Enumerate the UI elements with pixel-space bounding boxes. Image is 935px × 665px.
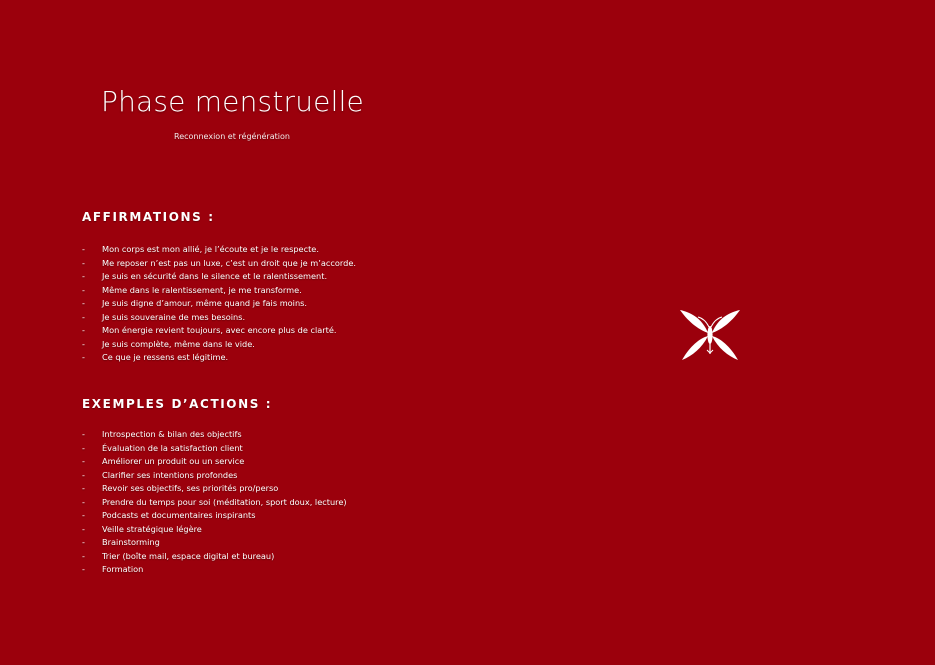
bullet-dash: - — [82, 325, 85, 335]
actions-item-text: Améliorer un produit ou un service — [102, 456, 245, 466]
page-subtitle: Reconnexion et régénération — [174, 132, 290, 141]
actions-item-text: Introspection & bilan des objectifs — [102, 429, 242, 439]
bullet-dash: - — [82, 352, 85, 362]
bullet-dash: - — [82, 510, 85, 520]
affirmations-item-text: Je suis digne d’amour, même quand je fais moins. — [102, 298, 308, 308]
affirmations-heading: AFFIRMATIONS : — [82, 210, 215, 224]
actions-item — [82, 563, 347, 577]
bullet-dash: - — [82, 550, 85, 561]
bullet-dash: - — [82, 271, 85, 281]
bullet-dash: - — [82, 284, 85, 295]
actions-item-text: Trier (boîte mail, espace digital et bureau) — [102, 550, 275, 561]
actions-item-text: Formation — [102, 564, 144, 574]
logo-wing-lower-right — [712, 336, 738, 360]
actions-item — [82, 428, 347, 442]
actions-item-text: Veille stratégique légère — [102, 523, 202, 534]
affirmations-item-text: Ce que je ressens est légitime. — [102, 352, 229, 362]
affirmations-item-text: Je suis complète, même dans le vide. — [102, 338, 255, 349]
actions-item — [82, 496, 347, 510]
affirmations-item — [82, 338, 356, 352]
actions-item-text: Prendre du temps pour soi (méditation, sport doux, lecture) — [102, 496, 347, 507]
actions-item — [82, 523, 347, 537]
bullet-dash: - — [82, 564, 85, 574]
affirmations-item — [82, 284, 356, 298]
actions-item-text: Podcasts et documentaires inspirants — [102, 510, 256, 520]
logo-body — [707, 326, 712, 344]
actions-item-text: Brainstorming — [102, 537, 160, 547]
affirmations-item — [82, 297, 356, 311]
affirmations-item-text: Me reposer n’est pas un luxe, c’est un droit que je m’accorde. — [102, 257, 356, 268]
bullet-dash: - — [82, 244, 85, 254]
affirmations-item — [82, 351, 356, 365]
bullet-dash: - — [82, 496, 85, 507]
logo-wing-lower-left — [682, 336, 708, 360]
actions-item — [82, 509, 347, 523]
bullet-dash: - — [82, 298, 85, 308]
actions-list — [82, 428, 347, 577]
affirmations-item — [82, 257, 356, 271]
affirmations-item — [82, 324, 356, 338]
bullet-dash: - — [82, 483, 85, 493]
bullet-dash: - — [82, 442, 85, 453]
affirmations-item-text: Même dans le ralentissement, je me transforme. — [102, 284, 302, 295]
bullet-dash: - — [82, 537, 85, 547]
affirmations-item — [82, 243, 356, 257]
page-title: Phase menstruelle — [101, 85, 364, 118]
logo-wing-upper-left — [680, 310, 708, 333]
bullet-dash: - — [82, 456, 85, 466]
actions-heading: EXEMPLES D’ACTIONS : — [82, 397, 273, 411]
affirmations-item-text: Mon énergie revient toujours, avec encore plus de clarté. — [102, 325, 337, 335]
bullet-dash: - — [82, 523, 85, 534]
affirmations-item-text: Je suis souveraine de mes besoins. — [102, 311, 246, 322]
affirmations-item-text: Je suis en sécurité dans le silence et le ralentissement. — [102, 271, 328, 281]
actions-item — [82, 442, 347, 456]
bullet-dash: - — [82, 311, 85, 322]
actions-item — [82, 482, 347, 496]
bullet-dash: - — [82, 338, 85, 349]
affirmations-item-text: Mon corps est mon allié, je l’écoute et je le respecte. — [102, 244, 319, 254]
actions-item — [82, 455, 347, 469]
actions-item-text: Revoir ses objectifs, ses priorités pro/perso — [102, 483, 279, 493]
bullet-dash: - — [82, 429, 85, 439]
butterfly-logo-icon — [678, 306, 742, 364]
actions-item — [82, 469, 347, 483]
affirmations-list — [82, 243, 356, 365]
actions-item-text: Clarifier ses intentions profondes — [102, 469, 238, 480]
actions-item — [82, 536, 347, 550]
affirmations-item — [82, 311, 356, 325]
actions-item-text: Évaluation de la satisfaction client — [102, 442, 243, 453]
logo-wing-upper-right — [712, 310, 740, 333]
bullet-dash: - — [82, 257, 85, 268]
actions-item — [82, 550, 347, 564]
affirmations-item — [82, 270, 356, 284]
bullet-dash: - — [82, 469, 85, 480]
